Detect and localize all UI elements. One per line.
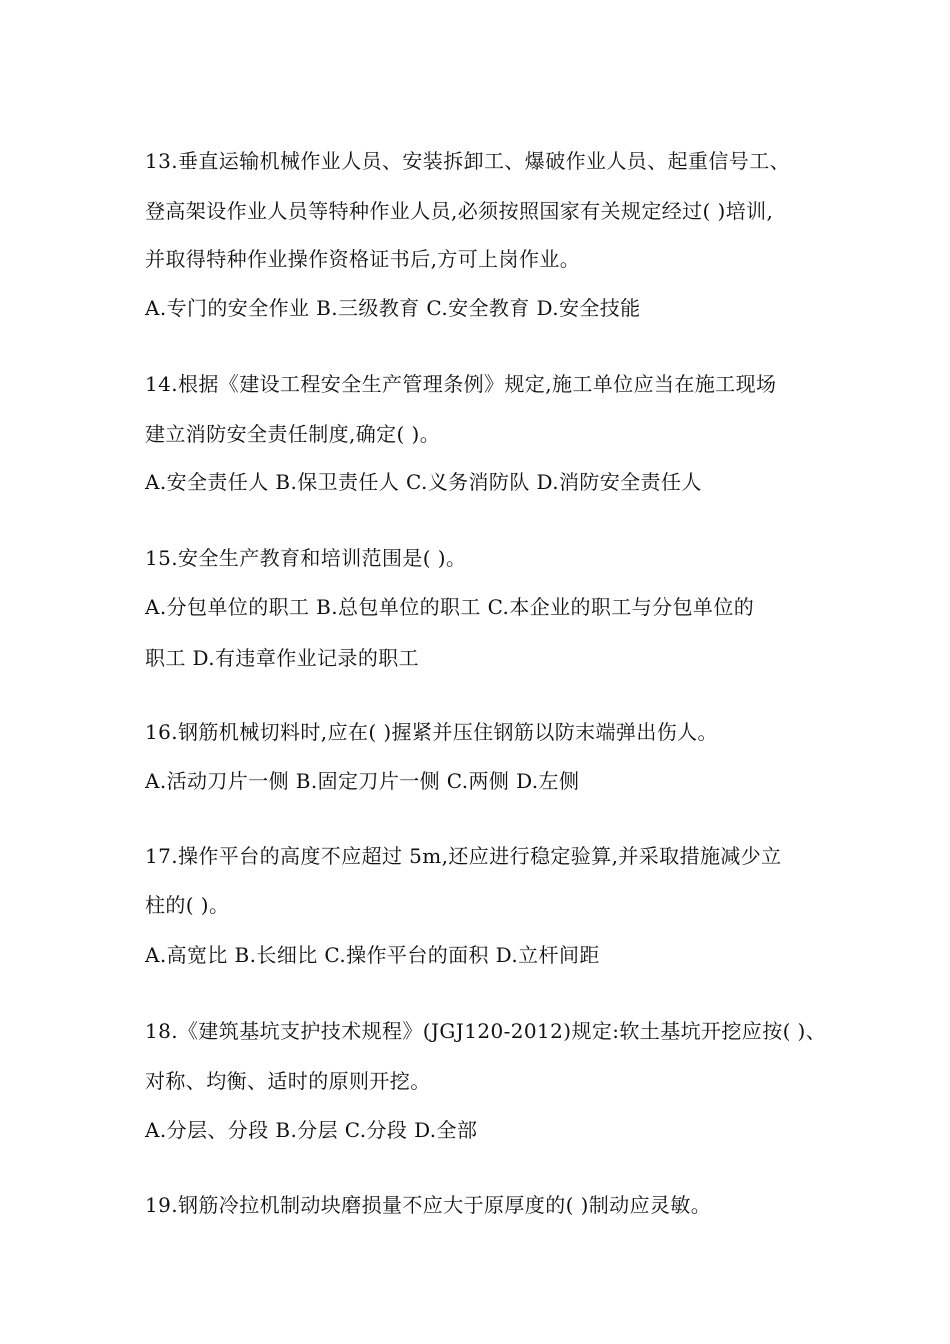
question-19-line-1: 19.钢筋冷拉机制动块磨损量不应大于原厚度的( )制动应灵敏。 xyxy=(145,1193,712,1217)
question-14-line-1: 14.根据《建设工程安全生产管理条例》规定,施工单位应当在施工现场 xyxy=(145,372,777,396)
question-15-options-line-1: A.分包单位的职工 B.总包单位的职工 C.本企业的职工与分包单位的 xyxy=(145,595,755,619)
question-17-line-1: 17.操作平台的高度不应超过 5m,还应进行稳定验算,并采取措施减少立 xyxy=(145,844,782,868)
question-17-line-2: 柱的( )。 xyxy=(145,893,230,917)
question-15-options-line-2: 职工 D.有违章作业记录的职工 xyxy=(145,646,420,670)
question-16-options: A.活动刀片一侧 B.固定刀片一侧 C.两侧 D.左侧 xyxy=(145,769,580,793)
question-16-line-1: 16.钢筋机械切料时,应在( )握紧并压住钢筋以防末端弹出伤人。 xyxy=(145,720,718,744)
question-13-options: A.专门的安全作业 B.三级教育 C.安全教育 D.安全技能 xyxy=(145,296,641,320)
question-15-line-1: 15.安全生产教育和培训范围是( )。 xyxy=(145,546,467,570)
question-17-options: A.高宽比 B.长细比 C.操作平台的面积 D.立杆间距 xyxy=(145,943,600,967)
question-18-line-1: 18.《建筑基坑支护技术规程》(JGJ120-2012)规定:软土基坑开挖应按( )、 xyxy=(145,1019,827,1043)
question-13-line-3: 并取得特种作业操作资格证书后,方可上岗作业。 xyxy=(145,247,581,271)
question-14-line-2: 建立消防安全责任制度,确定( )。 xyxy=(145,422,441,446)
question-14-options: A.安全责任人 B.保卫责任人 C.义务消防队 D.消防安全责任人 xyxy=(145,470,702,494)
question-18-options: A.分层、分段 B.分层 C.分段 D.全部 xyxy=(145,1118,478,1142)
question-18-line-2: 对称、均衡、适时的原则开挖。 xyxy=(145,1069,431,1093)
question-13-line-1: 13.垂直运输机械作业人员、安装拆卸工、爆破作业人员、起重信号工、 xyxy=(145,149,791,173)
question-13-line-2: 登高架设作业人员等特种作业人员,必须按照国家有关规定经过( )培训, xyxy=(145,199,774,223)
